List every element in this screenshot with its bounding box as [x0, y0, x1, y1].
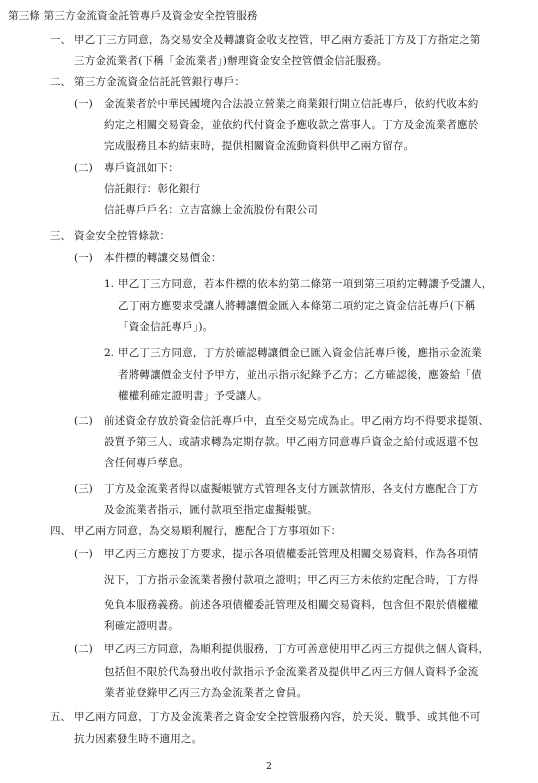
section-2-item-2-marker: (二) [74, 162, 93, 174]
section-3-item-2-line-1: 前述資金存放於資金信託專戶中，直至交易完成為止。甲乙兩方均不得要求提領、 [104, 415, 490, 427]
section-4-item-1-marker: (一) [74, 548, 93, 560]
section-2-item-1-marker: (一) [74, 98, 93, 110]
section-3-item-2-line-2: 設質予第三人、或請求轉為定期存款。甲乙兩方同意專戶資金之給付或返還不包 [104, 436, 479, 448]
section-3-item-1-marker: (一) [74, 252, 93, 264]
trust-account-name-line: 信託專戶戶名：立吉富線上金流股份有限公司 [104, 204, 318, 216]
subitem-2-line-2: 者將轉讓價金支付予甲方，並出示指示紀錄予乙方；乙方確認後，應簽給「債 [118, 369, 482, 381]
section-2-line-1: 第三方金流資金信託託管銀行專戶： [74, 76, 246, 88]
section-2-item-1-line-1: 金流業者於中華民國境內合法設立營業之商業銀行開立信託專戶，依約代收本約 [104, 98, 479, 110]
section-2-item-2-line-1: 專戶資訊如下： [104, 162, 179, 174]
section-3-item-3-line-1: 丁方及金流業者得以虛擬帳號方式管理各支付方匯款情形，各支付方應配合丁方 [104, 483, 479, 495]
subitem-2-line-3: 權權利確定證明書」予受讓人。 [118, 390, 268, 402]
page-number: 2 [266, 762, 272, 772]
section-1-line-2: 三方金流業者(下稱「金流業者」)辦理資金安全控管價金信託服務。 [74, 55, 388, 67]
section-4-item-1-line-4: 利確定證明書。 [104, 620, 179, 632]
subitem-2-marker: 2. [104, 347, 115, 359]
section-3-line-1: 資金安全控管條款： [74, 230, 171, 242]
section-4-item-2-line-1: 甲乙丙三方同意，為順利提供服務，丁方可善意使用甲乙丙三方提供之個人資料， [104, 643, 490, 655]
section-5-line-2: 抗力因素發生時不適用之。 [74, 733, 203, 745]
section-4-item-1-line-1: 甲乙丙三方應按丁方要求，提示各項債權委託管理及相關交易資料，作為各項情 [104, 548, 479, 560]
subitem-1-line-3: 「資金信託專戶」)。 [118, 321, 214, 333]
section-4-marker: 四、 [50, 525, 71, 537]
section-4-item-2-line-2: 包括但不限於代為發出收付款指示予金流業者及提供甲乙丙三方個人資料予金流 [104, 666, 479, 678]
section-4-item-1-line-3: 免負本服務義務。前述各項債權委託管理及相關交易資料，包含但不限於債權權 [104, 599, 479, 611]
subitem-1-line-2: 乙丁兩方應要求受讓人將轉讓價金匯入本條第二項約定之資金信託專戶(下稱 [118, 300, 476, 312]
section-4-line-1: 甲乙兩方同意，為交易順利履行，應配合丁方事項如下： [74, 525, 342, 537]
section-3-marker: 三、 [50, 230, 71, 242]
section-4-item-2-marker: (二) [74, 643, 93, 655]
section-2-item-1-line-3: 完成服務且本約結束時，提供相關資金流動資料供甲乙兩方留存。 [104, 140, 415, 152]
section-1-marker: 一、 [50, 34, 71, 46]
section-5-line-1: 甲乙兩方同意，丁方及金流業者之資金安全控管服務內容，於天災、戰爭、或其他不可 [74, 711, 481, 723]
section-2-item-1-line-2: 約定之相關交易資金，並依約代付資金予應收款之當事人。丁方及金流業者應於 [104, 119, 479, 131]
subitem-1-marker: 1. [104, 278, 115, 290]
section-3-item-3-line-2: 及金流業者指示，匯付款項至指定虛擬帳號。 [104, 504, 318, 516]
subitem-2-line-1: 甲乙丁三方同意，丁方於確認轉讓價金已匯入資金信託專戶後，應指示金流業 [118, 347, 482, 359]
section-1-line-1: 甲乙丁三方同意，為交易安全及轉讓資金收支控管，甲乙兩方委託丁方及丁方指定之第 [74, 34, 481, 46]
article-heading: 第三條 第三方金流資金託管專戶及資金安全控管服務 [8, 10, 258, 22]
trust-bank-line: 信託銀行：彰化銀行 [104, 183, 201, 195]
section-3-item-1-line-1: 本件標的轉讓交易價金： [104, 252, 222, 264]
subitem-1-line-1: 甲乙丁三方同意，若本件標的依本約第二條第一項到第三項約定轉讓予受讓人， [118, 278, 493, 290]
section-2-marker: 二、 [50, 76, 71, 88]
section-5-marker: 五、 [50, 711, 71, 723]
section-4-item-1-line-2: 況下，丁方指示金流業者撥付款項之證明；甲乙丙三方未依約定配合時，丁方得 [104, 574, 479, 586]
section-3-item-2-line-3: 含任何專戶孳息。 [104, 457, 190, 469]
section-3-item-3-marker: (三) [74, 483, 93, 495]
section-4-item-2-line-3: 業者並登錄甲乙丙三方為金流業者之會員。 [104, 687, 308, 699]
section-3-item-2-marker: (二) [74, 415, 93, 427]
